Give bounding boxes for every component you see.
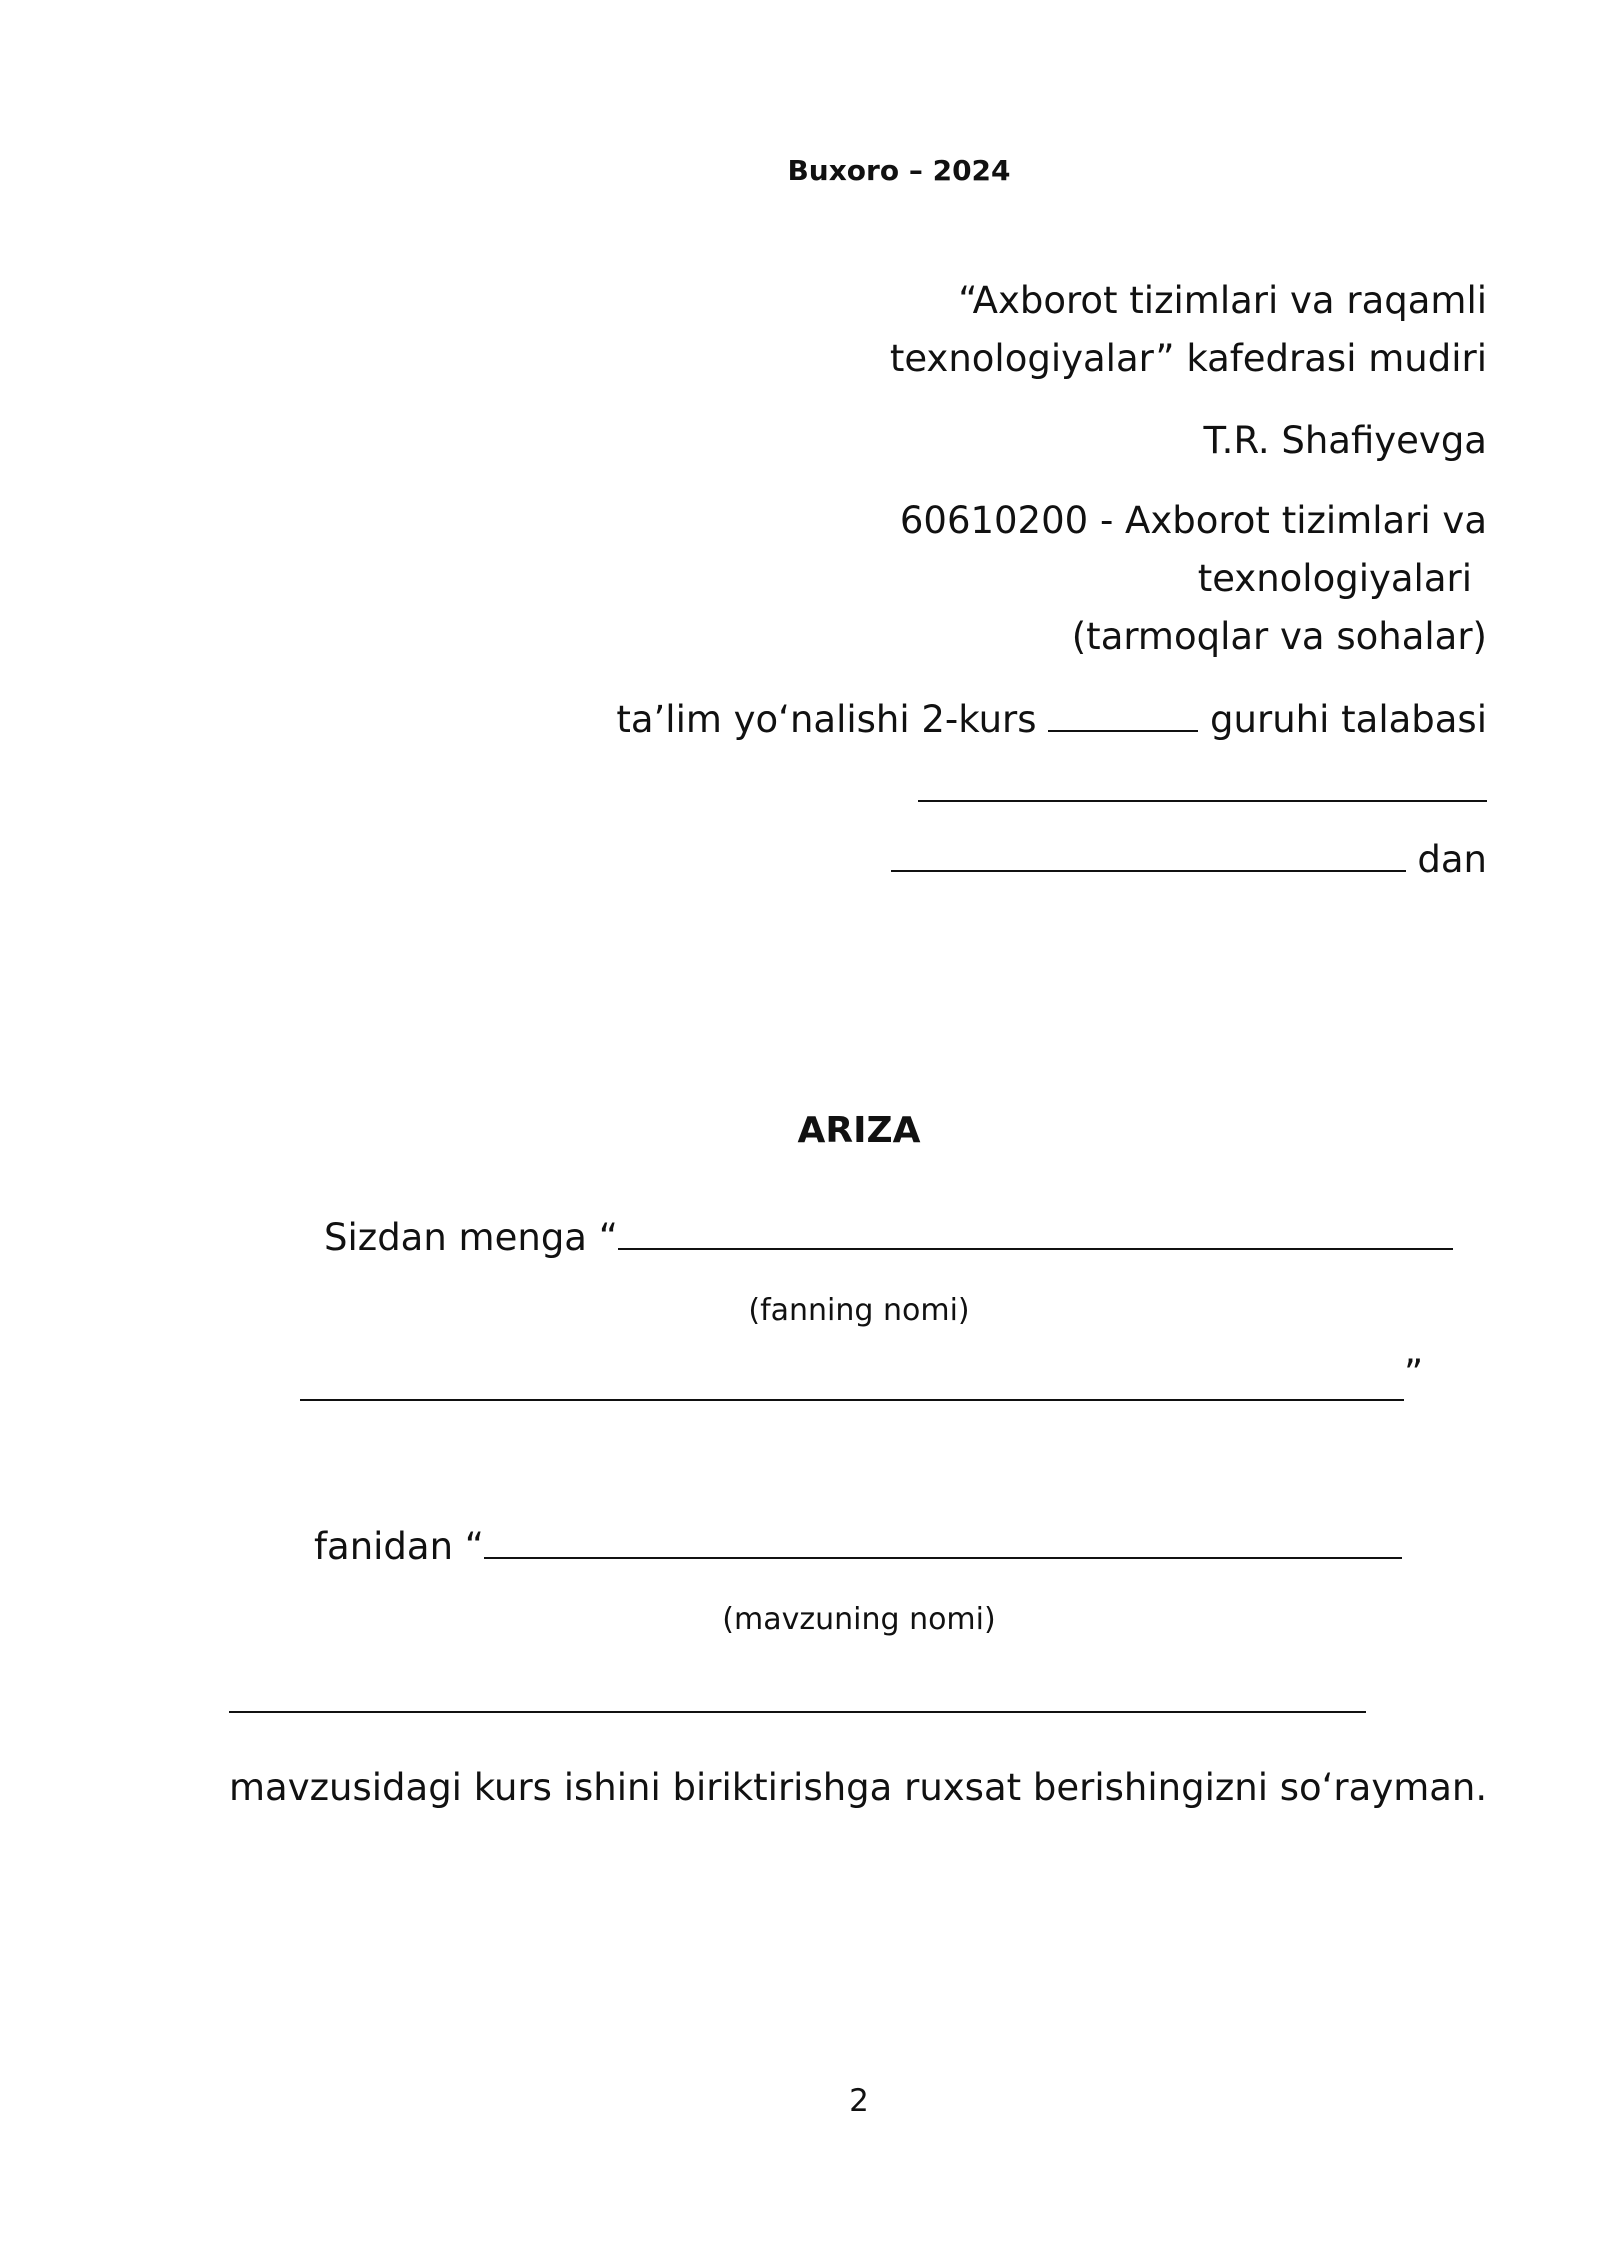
request-prefix: Sizdan menga “	[324, 1216, 618, 1259]
topic-caption: (mavzuning nomi)	[722, 1602, 996, 1637]
student-prefix: ta’lim yo‘nalishi 2-kurs	[616, 698, 1037, 741]
city-year: Buxoro – 2024	[787, 154, 1011, 187]
specialty-line3: (tarmoqlar va sohalar)	[1071, 615, 1487, 658]
addressee-department-line2: texnologiyalar” kafedrasi mudiri	[889, 337, 1487, 380]
subject-blank[interactable]	[618, 1208, 1453, 1250]
from-suffix: dan	[1417, 838, 1487, 881]
addressee-department-line1: “Axborot tizimlari va raqamli	[958, 279, 1487, 322]
addressee-name: T.R. Shafiyevga	[1203, 419, 1487, 462]
subject-blank-continued[interactable]	[300, 1399, 1404, 1401]
from-name-blank[interactable]	[891, 830, 1406, 872]
close-quote: ”	[1404, 1352, 1424, 1395]
student-line	[616, 690, 1487, 749]
request-line	[324, 1208, 1453, 1259]
specialty-line2: texnologiyalari	[1197, 557, 1472, 600]
topic-blank[interactable]	[484, 1517, 1402, 1559]
document-title: ARIZA	[797, 1110, 921, 1151]
group-blank[interactable]	[1048, 690, 1198, 732]
specialty-line1: 60610200 - Axborot tizimlari va	[899, 499, 1487, 542]
from-line	[891, 830, 1487, 889]
subject-prefix: fanidan “	[314, 1525, 484, 1568]
topic-line	[314, 1517, 1402, 1568]
subject-caption: (fanning nomi)	[748, 1293, 970, 1328]
topic-blank-continued[interactable]	[229, 1711, 1366, 1713]
page-number: 2	[849, 2083, 869, 2119]
student-suffix: guruhi talabasi	[1210, 698, 1487, 741]
student-name-blank[interactable]	[918, 800, 1487, 802]
closing-sentence: mavzusidagi kurs ishini biriktirishga ruxsat berishingizni so‘rayman.	[229, 1766, 1488, 1809]
